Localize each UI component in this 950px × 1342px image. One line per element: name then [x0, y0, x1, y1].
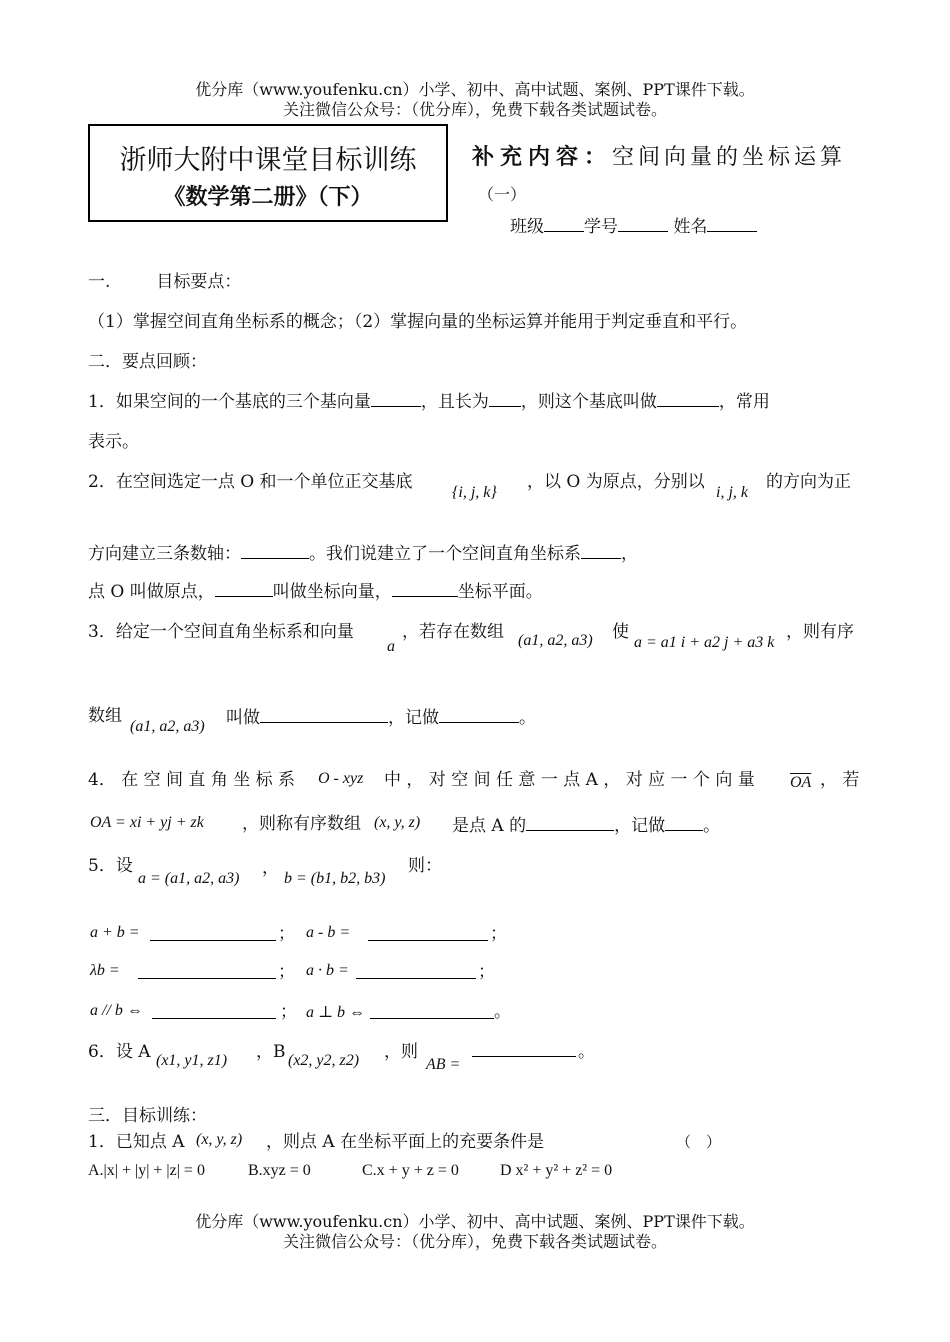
- s3-q1-text-b: ，则点 A 在坐标平面上的充要条件是: [266, 1132, 545, 1152]
- title-box: [88, 124, 448, 222]
- q4-tuple: (x, y, z): [374, 814, 421, 831]
- number-label: 学号: [584, 217, 618, 237]
- q4-blank-1[interactable]: [526, 812, 614, 831]
- s3-q1-option-c[interactable]: C.x + y + z = 0: [362, 1162, 459, 1179]
- q4-text-b: 中 ， 对 空 间 任 意 一 点 A ， 对 应 一 个 向 量: [384, 770, 755, 790]
- q1-blank-2[interactable]: [489, 388, 521, 407]
- q2-text-g: 点 O 叫做原点，: [88, 582, 215, 602]
- s3-q1-answer-paren[interactable]: （ ）: [676, 1133, 722, 1151]
- q5-text-a: 5．设: [88, 856, 133, 876]
- q1-text-c: ，则这个基底叫做: [520, 392, 657, 412]
- q2-blank-3[interactable]: [215, 578, 273, 597]
- q5-blank-dot[interactable]: [356, 960, 476, 979]
- q4-text-f: ，记做: [614, 816, 666, 836]
- q4-blank-2[interactable]: [665, 812, 703, 831]
- q2-blank-2[interactable]: [581, 540, 621, 559]
- q3-vector-a: a: [387, 638, 395, 655]
- q3-text-d: ，则有序: [786, 622, 854, 642]
- q3-tuple: (a1, a2, a3): [518, 632, 593, 649]
- q1-text-a: 1．如果空间的一个基底的三个基向量: [88, 392, 371, 412]
- q6-point-a: (x1, y1, z1): [156, 1052, 228, 1069]
- s3-q1-tuple: (x, y, z): [196, 1131, 243, 1148]
- q6-blank[interactable]: [472, 1038, 576, 1057]
- q6-text-a: 6．设 A: [88, 1042, 151, 1062]
- q2-basis: {i, j, k}: [452, 484, 497, 501]
- q3-text-c: 使: [612, 622, 629, 642]
- section1-goals: （1）掌握空间直角坐标系的概念；（2）掌握向量的坐标运算并能用于判定垂直和平行。: [88, 312, 748, 332]
- subtitle: 《数学第二册》（下）: [163, 185, 373, 210]
- q3-text-b: ，若存在数组: [402, 622, 504, 642]
- q2-text-a: 2．在空间选定一点 O 和一个单位正交基底: [88, 472, 413, 492]
- q4-text-a: 4． 在 空 间 直 角 坐 标 系: [88, 770, 296, 790]
- q5-semicolon-3: ；: [278, 962, 295, 982]
- q5-op-dot: a · b =: [306, 962, 349, 979]
- q5-op-diff: a - b =: [306, 924, 351, 941]
- q3-tuple-2: (a1, a2, a3): [130, 718, 205, 735]
- q5-semicolon-2: ；: [490, 924, 507, 944]
- q4-text-c: ， 若: [820, 770, 860, 790]
- q3-text-h: 。: [519, 708, 536, 728]
- q5-blank-perp[interactable]: [370, 1000, 494, 1019]
- section1-number: 一.: [88, 272, 111, 292]
- q2-text-d: 方向建立三条数轴：: [88, 544, 241, 564]
- name-field[interactable]: [707, 213, 757, 232]
- q5-blank-scalar[interactable]: [138, 960, 276, 979]
- q5-op-sum: a + b =: [90, 924, 140, 941]
- q1-text-d: ，常用: [718, 392, 770, 412]
- student-info: [510, 213, 757, 239]
- q4-text-g: 。: [703, 816, 721, 836]
- q2-text-f: ，: [621, 544, 638, 564]
- q2-line3: [88, 578, 543, 604]
- q5-op-parallel: a // b ⇔: [90, 1002, 143, 1019]
- q2-vectors: i, j, k: [716, 484, 748, 501]
- q2-text-h: 叫做坐标向量，: [272, 582, 392, 602]
- q2-line2: [88, 540, 638, 566]
- q2-blank-1[interactable]: [241, 540, 309, 559]
- s3-q1-option-b[interactable]: B.xyz = 0: [248, 1162, 311, 1179]
- q3-text-g: ，记做: [388, 708, 439, 728]
- supplement-part: （一）: [478, 185, 527, 204]
- q5-vector-b: b = (b1, b2, b3): [284, 870, 386, 887]
- q5-blank-parallel[interactable]: [152, 1000, 276, 1019]
- section1-title: 目标要点：: [156, 272, 242, 292]
- section1-heading: [88, 270, 241, 294]
- q3-blank-1[interactable]: [260, 704, 388, 723]
- footer-line-2: 关注微信公众号：（优分库），免费下载各类试题试卷。: [282, 1232, 667, 1251]
- q3-expression: a = a1 i + a2 j + a3 k: [634, 634, 775, 651]
- title: 浙师大附中课堂目标训练: [119, 145, 417, 176]
- q4-system: O - xyz: [318, 770, 364, 787]
- q6-text-b: ，B: [256, 1042, 286, 1062]
- q6-point-b: (x2, y2, z2): [288, 1052, 360, 1069]
- q5-semicolon-1: ；: [278, 924, 295, 944]
- q4-line2-tail: [452, 812, 720, 838]
- q2-text-i: 坐标平面。: [457, 582, 543, 602]
- name-label: 姓名: [673, 217, 708, 237]
- supplement-label: 补充内容：: [472, 145, 613, 170]
- class-label: 班级: [510, 217, 544, 237]
- q2-blank-4[interactable]: [392, 578, 458, 597]
- q4-expression: OA = xi + yj + zk: [90, 814, 204, 831]
- q1-blank-1[interactable]: [371, 388, 421, 407]
- supplement-topic: 空间向量的坐标运算: [612, 145, 847, 170]
- q5-blank-sum[interactable]: [150, 922, 276, 941]
- q1-line1: [88, 388, 770, 414]
- q5-blank-diff[interactable]: [368, 922, 488, 941]
- q2-text-c: 的方向为正: [766, 472, 851, 492]
- q6-text-c: ，则: [384, 1042, 418, 1062]
- q1-line2: 表示。: [88, 432, 139, 452]
- s3-q1-option-d[interactable]: D x² + y² + z² = 0: [500, 1162, 613, 1179]
- header-line-1: 优分库（www.youfenku.cn）小学、初中、高中试题、案例、PPT课件下载。: [195, 80, 755, 99]
- number-field[interactable]: [618, 213, 668, 232]
- q6-vector-ab: AB =: [426, 1056, 461, 1073]
- q3-text-a: 3．给定一个空间直角坐标系和向量: [88, 622, 354, 642]
- q2-text-b: ，以 O 为原点，分别以: [527, 472, 705, 492]
- q5-separator: ，: [262, 858, 279, 878]
- q1-text-b: ，且长为: [420, 392, 489, 412]
- q5-semicolon-4: ；: [478, 962, 495, 982]
- q2-text-e: 。我们说建立了一个空间直角坐标系: [309, 544, 581, 564]
- q5-semicolon-5: ；: [280, 1002, 297, 1022]
- q5-op-scalar: λb =: [90, 962, 120, 979]
- section2-heading: 二．要点回顾：: [88, 352, 207, 372]
- s3-q1-option-a[interactable]: A.|x| + |y| + |z| = 0: [88, 1162, 205, 1179]
- section3-heading: 三．目标训练：: [88, 1106, 207, 1126]
- s3-q1-text-a: 1．已知点 A: [88, 1132, 185, 1152]
- q4-text-d: ，则称有序数组: [242, 814, 361, 834]
- q5-period: 。: [494, 1002, 511, 1022]
- q3-text-f: 叫做: [226, 708, 260, 728]
- q5-vector-a: a = (a1, a2, a3): [138, 870, 240, 887]
- header-line-2: 关注微信公众号：（优分库），免费下载各类试题试卷。: [282, 100, 667, 119]
- q3-line2-tail: [226, 704, 536, 730]
- class-field[interactable]: [544, 213, 584, 232]
- q5-op-perp: a ⊥ b ⇔: [306, 1004, 366, 1021]
- footer-line-1: 优分库（www.youfenku.cn）小学、初中、高中试题、案例、PPT课件下载。: [195, 1212, 755, 1231]
- q1-blank-3[interactable]: [657, 388, 719, 407]
- q4-text-e: 是点 A 的: [452, 816, 527, 836]
- q2-line1: [88, 470, 413, 494]
- supplement-heading: [472, 140, 846, 171]
- q5-text-b: 则：: [408, 856, 442, 876]
- q3-blank-2[interactable]: [439, 704, 519, 723]
- q4-vector-oa: $\overline{OA}$: [790, 774, 812, 791]
- q3-text-e: 数组: [88, 706, 122, 726]
- q6-text-d: 。: [578, 1042, 595, 1062]
